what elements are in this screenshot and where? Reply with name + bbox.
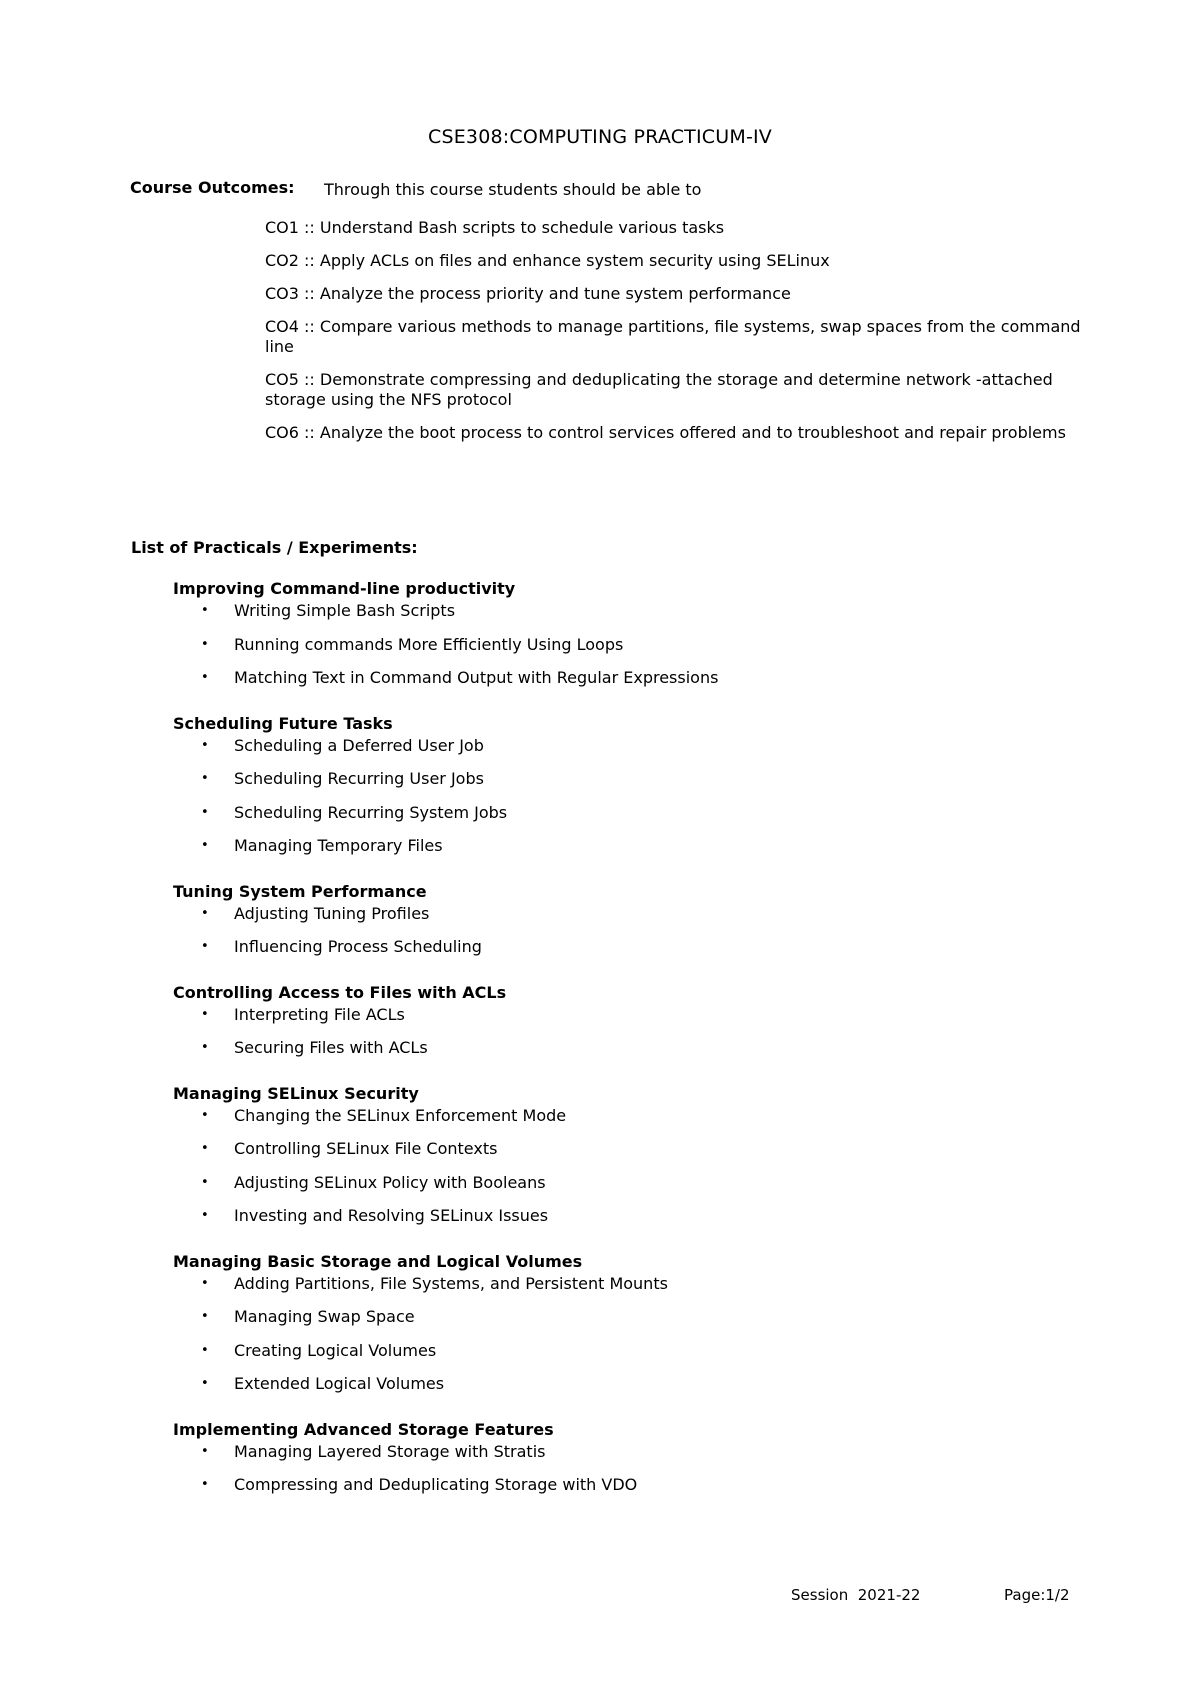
footer-page-number: Page:1/2 [1004, 1586, 1070, 1604]
bullet-icon: • [201, 670, 209, 685]
section-title: Managing Basic Storage and Logical Volumes [173, 1251, 583, 1271]
list-item [173, 936, 1073, 970]
bullet-icon: • [201, 804, 209, 820]
bullet-icon: • [201, 1309, 209, 1324]
course-outcome-item: CO1 :: Understand Bash scripts to schedule various tasks [265, 218, 725, 237]
list-item [173, 634, 1073, 668]
list-item-label: Extended Logical Volumes [234, 1374, 445, 1393]
section-item-list [173, 1441, 1073, 1508]
list-item [173, 1205, 1073, 1239]
section-title: Improving Command-line productivity [173, 579, 516, 598]
list-item [173, 1172, 1073, 1206]
bullet-icon: • [201, 1006, 209, 1022]
course-outcomes-label: Course Outcomes: [130, 178, 295, 197]
bullet-icon: • [201, 1342, 209, 1358]
section-item-list [173, 600, 1073, 701]
practicals-sections [173, 578, 1073, 1520]
course-outcomes-list [265, 218, 1085, 456]
list-item [173, 903, 1073, 937]
list-item [173, 667, 1073, 701]
list-item [173, 802, 1073, 836]
bullet-icon: • [201, 905, 209, 921]
section-item-list [173, 1105, 1073, 1239]
section-title: Controlling Access to Files with ACLs [173, 982, 507, 1002]
list-item [173, 1340, 1073, 1374]
section-title: Managing SELinux Security [173, 1083, 419, 1103]
list-item [173, 1004, 1073, 1038]
list-item [173, 768, 1073, 802]
course-outcome-item: CO3 :: Analyze the process priority and tune system performance [265, 284, 791, 303]
course-outcomes-intro: Through this course students should be able to [324, 180, 702, 199]
list-item [173, 835, 1073, 869]
list-item-label: Matching Text in Command Output with Regular Expressions [234, 668, 719, 687]
bullet-icon: • [201, 603, 209, 618]
list-item [173, 735, 1073, 769]
document-title: CSE308:COMPUTING PRACTICUM-IV [427, 126, 772, 148]
list-item-label: Controlling SELinux File Contexts [234, 1139, 498, 1158]
list-item [173, 1138, 1073, 1172]
list-item [173, 1037, 1073, 1071]
bullet-icon: • [201, 1208, 209, 1223]
list-item [173, 1441, 1073, 1475]
bullet-icon: • [201, 636, 209, 652]
list-item-label: Managing Temporary Files [234, 836, 443, 855]
bullet-icon: • [201, 1376, 209, 1391]
bullet-icon: • [201, 1141, 209, 1156]
list-item [173, 1373, 1073, 1407]
list-item-label: Investing and Resolving SELinux Issues [234, 1206, 549, 1225]
section-title: Implementing Advanced Storage Features [173, 1419, 554, 1439]
list-item-label: Running commands More Efficiently Using Loops [234, 634, 624, 654]
bullet-icon: • [201, 1040, 209, 1055]
section-item-list [173, 903, 1073, 970]
list-item [173, 1273, 1073, 1307]
list-item-label: Scheduling Recurring System Jobs [234, 802, 508, 822]
list-item [173, 1105, 1073, 1139]
list-item-label: Compressing and Deduplicating Storage with VDO [234, 1475, 638, 1494]
course-outcome-item: CO5 :: Demonstrate compressing and deduplicating the storage and determine network -attached storage using the NFS protocol [265, 370, 1053, 409]
bullet-icon: • [201, 1477, 209, 1492]
list-item [173, 1306, 1073, 1340]
list-item-label: Adding Partitions, File Systems, and Persistent Mounts [234, 1273, 668, 1293]
section-item-list [173, 735, 1073, 869]
list-item-label: Interpreting File ACLs [234, 1004, 405, 1024]
list-item-label: Creating Logical Volumes [234, 1340, 437, 1360]
list-item-label: Writing Simple Bash Scripts [234, 601, 456, 620]
bullet-icon: • [201, 1174, 209, 1190]
list-item-label: Scheduling a Deferred User Job [234, 735, 484, 755]
list-item [173, 1474, 1073, 1508]
list-item-label: Influencing Process Scheduling [234, 937, 482, 956]
section-item-list [173, 1273, 1073, 1407]
bullet-icon: • [201, 771, 209, 786]
list-item-label: Adjusting SELinux Policy with Booleans [234, 1172, 546, 1192]
course-outcome-item: CO2 :: Apply ACLs on files and enhance system security using SELinux [265, 251, 830, 270]
course-outcome-item: CO4 :: Compare various methods to manage partitions, file systems, swap spaces from the command line [265, 317, 1081, 356]
bullet-icon: • [201, 1443, 209, 1459]
list-item-label: Managing Layered Storage with Stratis [234, 1441, 546, 1461]
list-item [173, 600, 1073, 634]
list-item-label: Changing the SELinux Enforcement Mode [234, 1105, 567, 1125]
footer-session: Session 2021-22 [791, 1586, 921, 1604]
list-item-label: Managing Swap Space [234, 1307, 415, 1326]
course-outcome-item: CO6 :: Analyze the boot process to control services offered and to troubleshoot and repair problems [265, 423, 1066, 442]
list-item-label: Securing Files with ACLs [234, 1038, 428, 1057]
practicals-list-label: List of Practicals / Experiments: [131, 538, 418, 557]
bullet-icon: • [201, 1107, 209, 1123]
bullet-icon: • [201, 939, 209, 954]
section-title: Scheduling Future Tasks [173, 713, 393, 733]
list-item-label: Adjusting Tuning Profiles [234, 903, 430, 923]
bullet-icon: • [201, 838, 209, 853]
section-title: Tuning System Performance [173, 881, 427, 901]
list-item-label: Scheduling Recurring User Jobs [234, 769, 484, 788]
section-item-list [173, 1004, 1073, 1071]
bullet-icon: • [201, 737, 209, 753]
bullet-icon: • [201, 1275, 209, 1291]
